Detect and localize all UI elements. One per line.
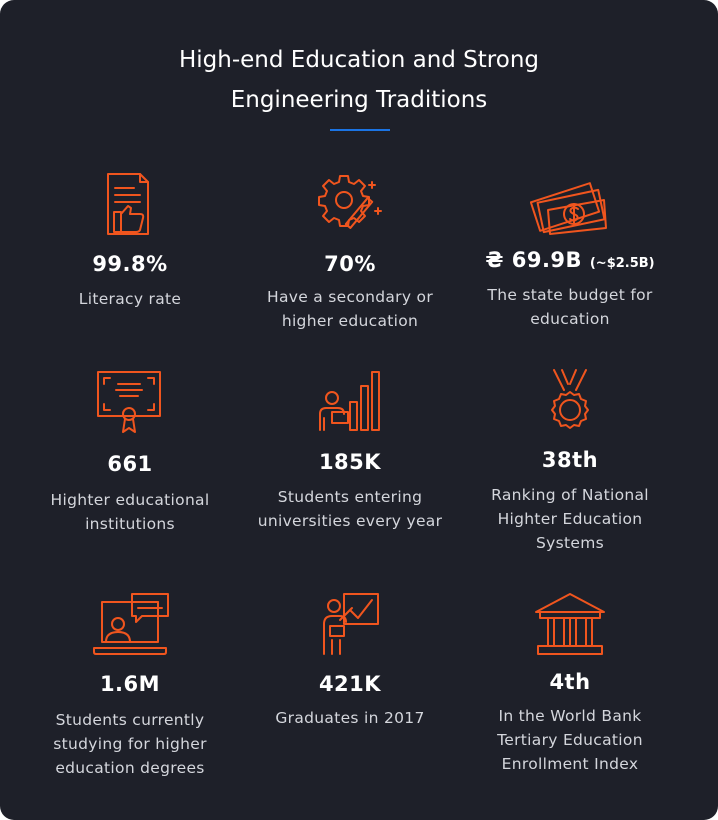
stat-label: In the World Bank Tertiary Education Enrollment Index: [497, 707, 643, 773]
stat-value: 70%: [324, 252, 376, 276]
title-line-1: High-end Education and Strong: [178, 47, 539, 73]
stat-value-sub: (~$2.5B): [589, 256, 655, 271]
stat-label: Ranking of National Highter Education Systems: [491, 486, 649, 552]
stat-label: Students entering universities every year: [257, 488, 443, 530]
stat-value: 661: [107, 452, 153, 476]
stat-value: 38th: [541, 448, 599, 472]
stat-label: The state budget for education: [487, 286, 653, 328]
gear-wand-icon: [310, 170, 390, 240]
medal-icon: [530, 368, 610, 438]
banknotes-icon: [530, 170, 610, 240]
person-bar-chart-icon: [310, 368, 390, 438]
institution-building-icon: [530, 590, 610, 660]
stat-value: ₴ 69.9B (~$2.5B): [485, 248, 655, 272]
document-thumbs-up-icon: [90, 170, 170, 240]
page-title: [0, 40, 718, 120]
person-checkmark-board-icon: [310, 590, 390, 660]
stat-label: Students currently studying for higher education degrees: [53, 711, 207, 777]
stat-label: Literacy rate: [78, 290, 182, 308]
diploma-certificate-icon: [90, 368, 170, 438]
stat-value: 4th: [549, 670, 591, 694]
stat-label: Have a secondary or higher education: [266, 288, 434, 330]
stat-value: 421K: [318, 672, 382, 696]
stat-value: 99.8%: [92, 252, 168, 276]
stat-value: 185K: [318, 450, 382, 474]
title-line-2: Engineering Traditions: [230, 87, 488, 113]
stat-value: 1.6M: [99, 672, 161, 696]
laptop-online-lesson-icon: [90, 590, 170, 660]
stat-label: Highter educational institutions: [50, 491, 210, 533]
stat-label: Graduates in 2017: [275, 709, 425, 727]
title-underline: [330, 129, 390, 131]
